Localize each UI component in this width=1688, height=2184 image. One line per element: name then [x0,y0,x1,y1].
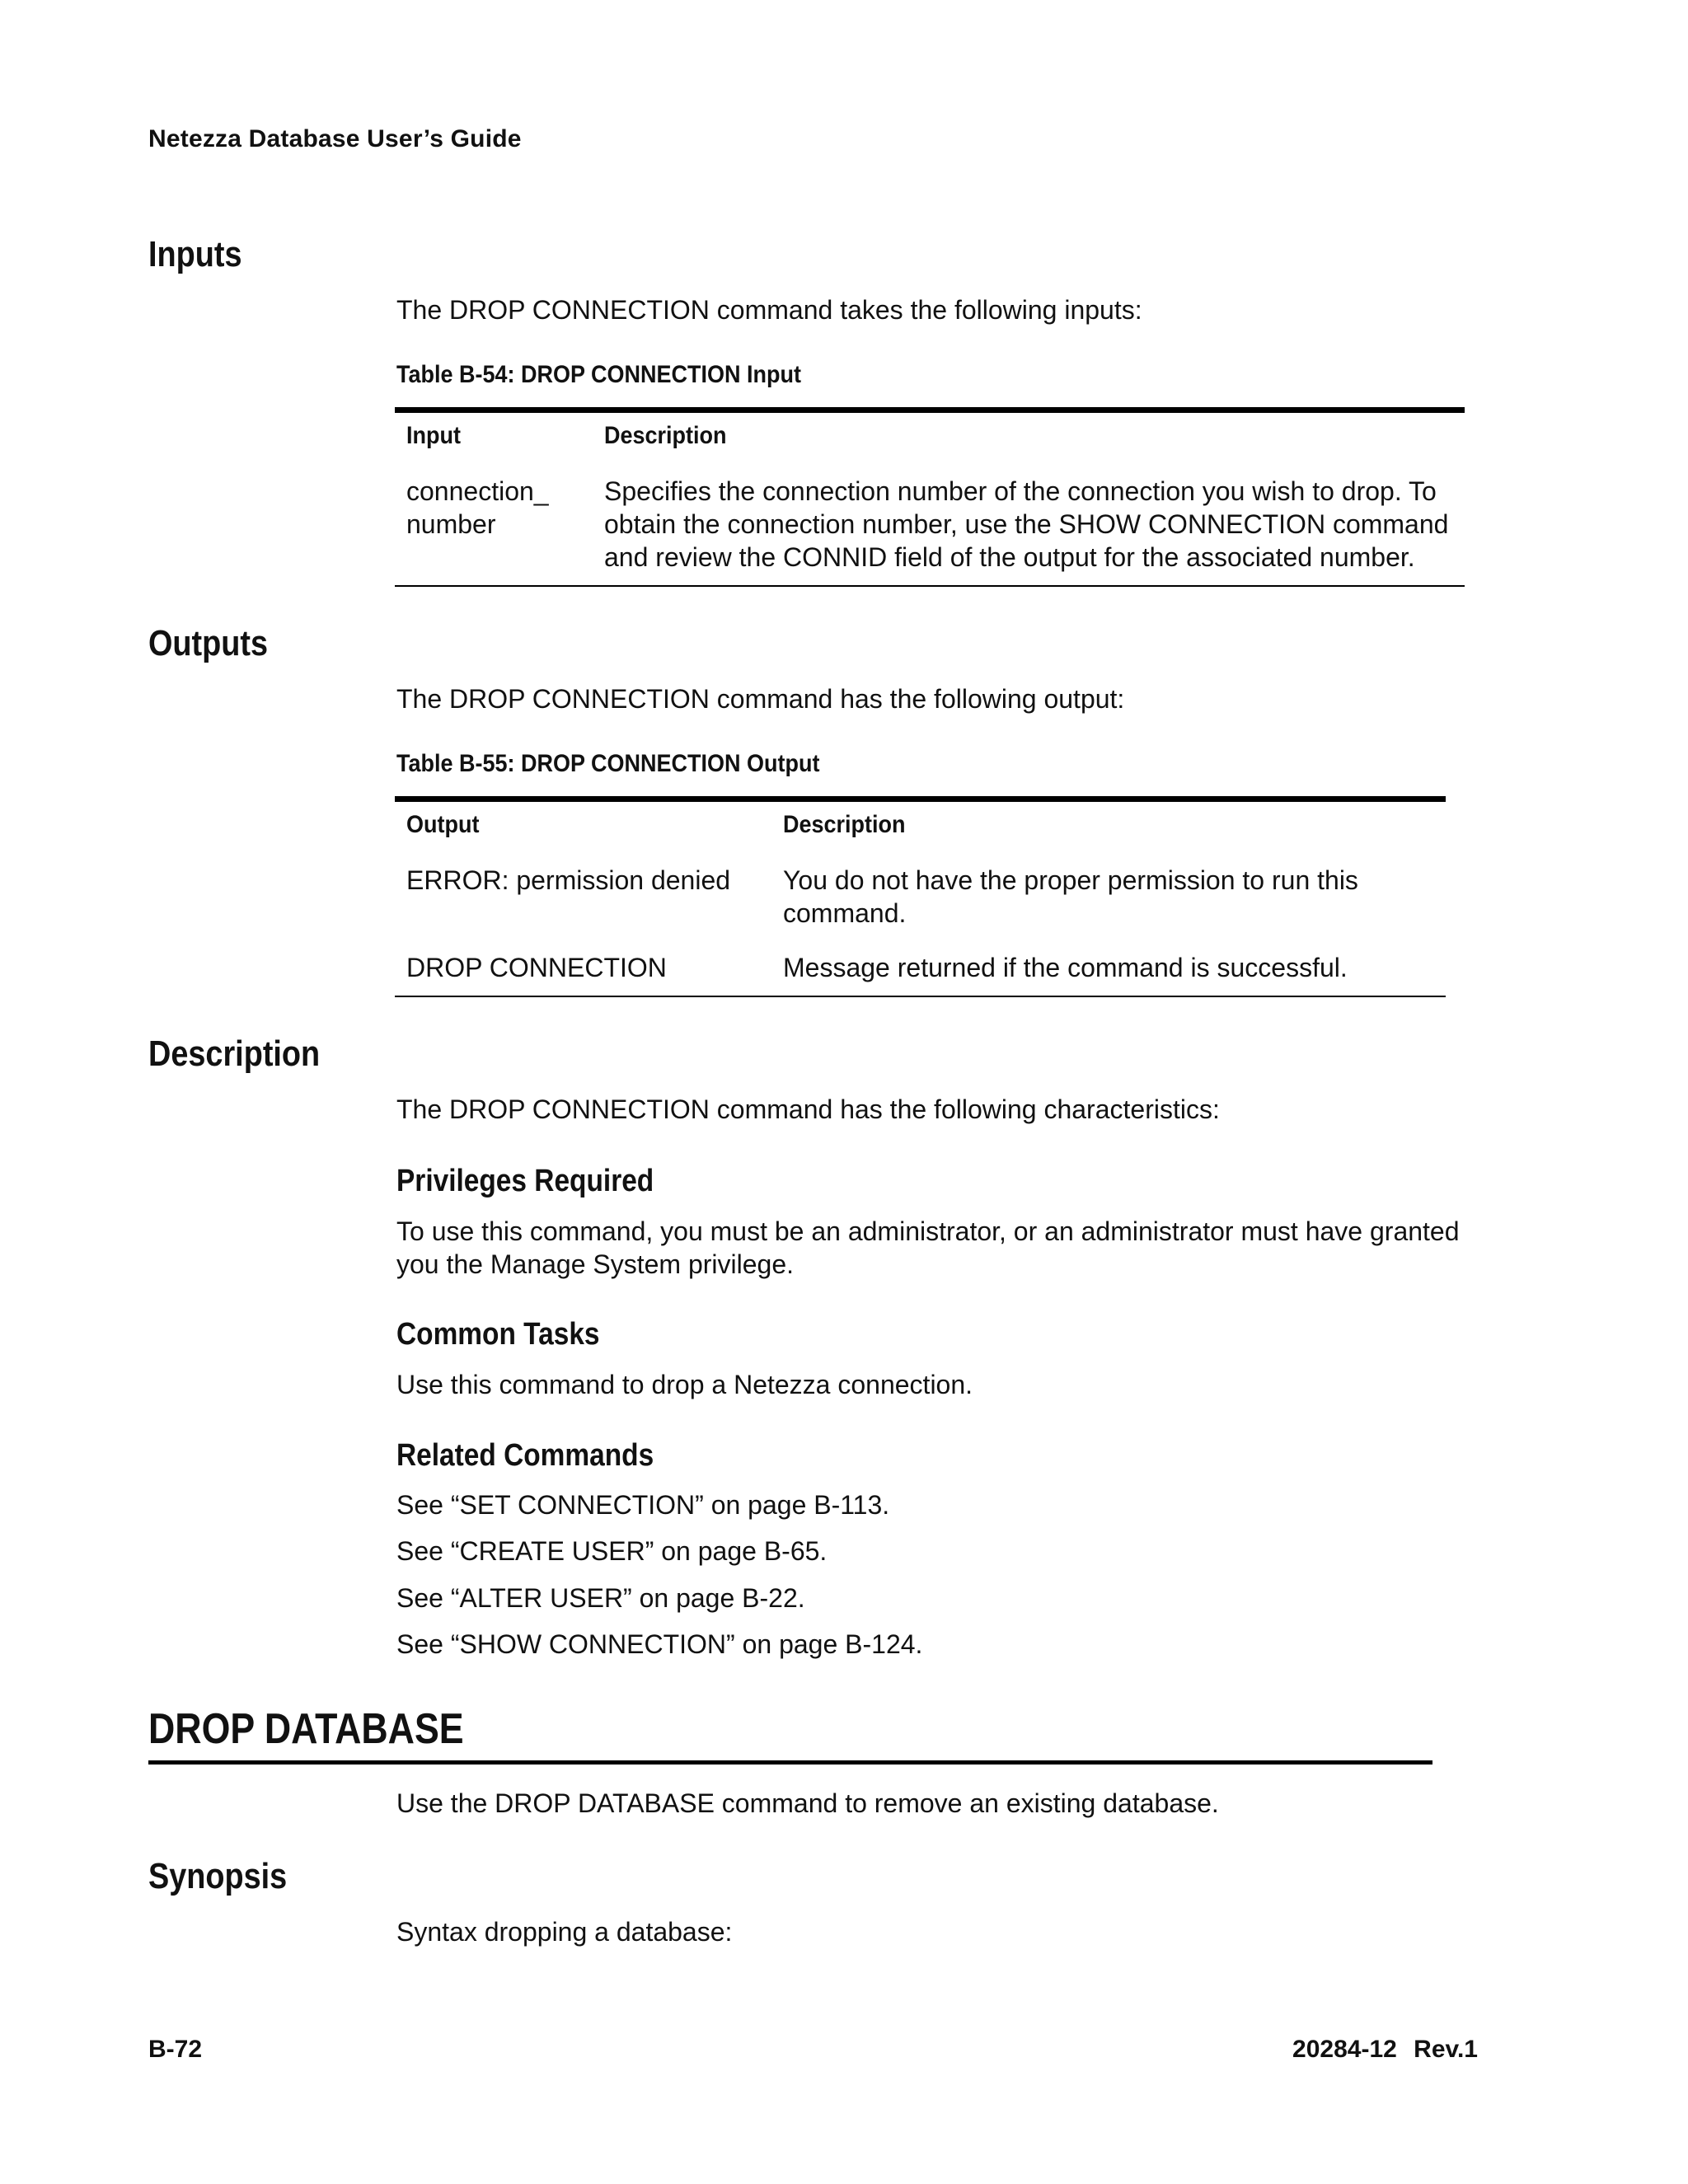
table-bottom-rule [395,585,1465,587]
list-item: See “SHOW CONNECTION” on page B-124. [396,1629,923,1659]
description-intro: The DROP CONNECTION command has the following characteristics: [396,1094,1220,1124]
output-column-header: Output [406,811,480,838]
output-cell: ERROR: permission denied [406,865,731,895]
outputs-intro: The DROP CONNECTION command has the following output: [396,684,1125,714]
input-column-header: Input [406,422,461,449]
privileges-heading: Privileges Required [396,1164,654,1198]
document-id: 20284-12 Rev.1 [1292,2036,1478,2063]
description-cell: Message returned if the command is successful. [783,953,1348,982]
table-b55-caption: Table B-55: DROP CONNECTION Output [396,750,820,777]
privileges-text: To use this command, you must be an administrator, or an administrator must have granted you the Manage System privilege. [396,1216,1460,1279]
drop-database-intro: Use the DROP DATABASE command to remove an existing database. [396,1788,1219,1818]
drop-database-heading: DROP DATABASE [148,1705,464,1753]
list-item: See “ALTER USER” on page B-22. [396,1583,805,1613]
description-heading: Description [148,1033,321,1074]
description-column-header: Description [604,422,727,449]
inputs-heading: Inputs [148,234,242,274]
description-cell: Specifies the connection number of the connection you wish to drop. To obtain the connection number, use the SHOW CONNECTION command and review the CONNID field of the output for the associated number. [604,476,1449,572]
page-number: B-72 [148,2036,203,2063]
table-bottom-rule [395,996,1446,997]
list-item: See “SET CONNECTION” on page B-113. [396,1490,890,1520]
inputs-intro: The DROP CONNECTION command takes the following inputs: [396,295,1142,325]
list-item: See “CREATE USER” on page B-65. [396,1536,828,1566]
related-commands-heading: Related Commands [396,1438,654,1473]
synopsis-heading: Synopsis [148,1856,288,1896]
description-column-header: Description [783,811,906,838]
common-tasks-text: Use this command to drop a Netezza connection. [396,1370,973,1399]
section-rule [148,1760,1432,1765]
table-b54-caption: Table B-54: DROP CONNECTION Input [396,361,802,388]
common-tasks-heading: Common Tasks [396,1317,600,1352]
description-cell: You do not have the proper permission to run this command. [783,865,1358,928]
running-header: Netezza Database User’s Guide [148,125,522,152]
synopsis-text: Syntax dropping a database: [396,1917,733,1947]
input-cell: connection_ number [406,476,549,539]
output-cell: DROP CONNECTION [406,953,667,982]
table-top-rule [395,407,1465,413]
table-top-rule [395,796,1446,802]
outputs-heading: Outputs [148,623,269,663]
